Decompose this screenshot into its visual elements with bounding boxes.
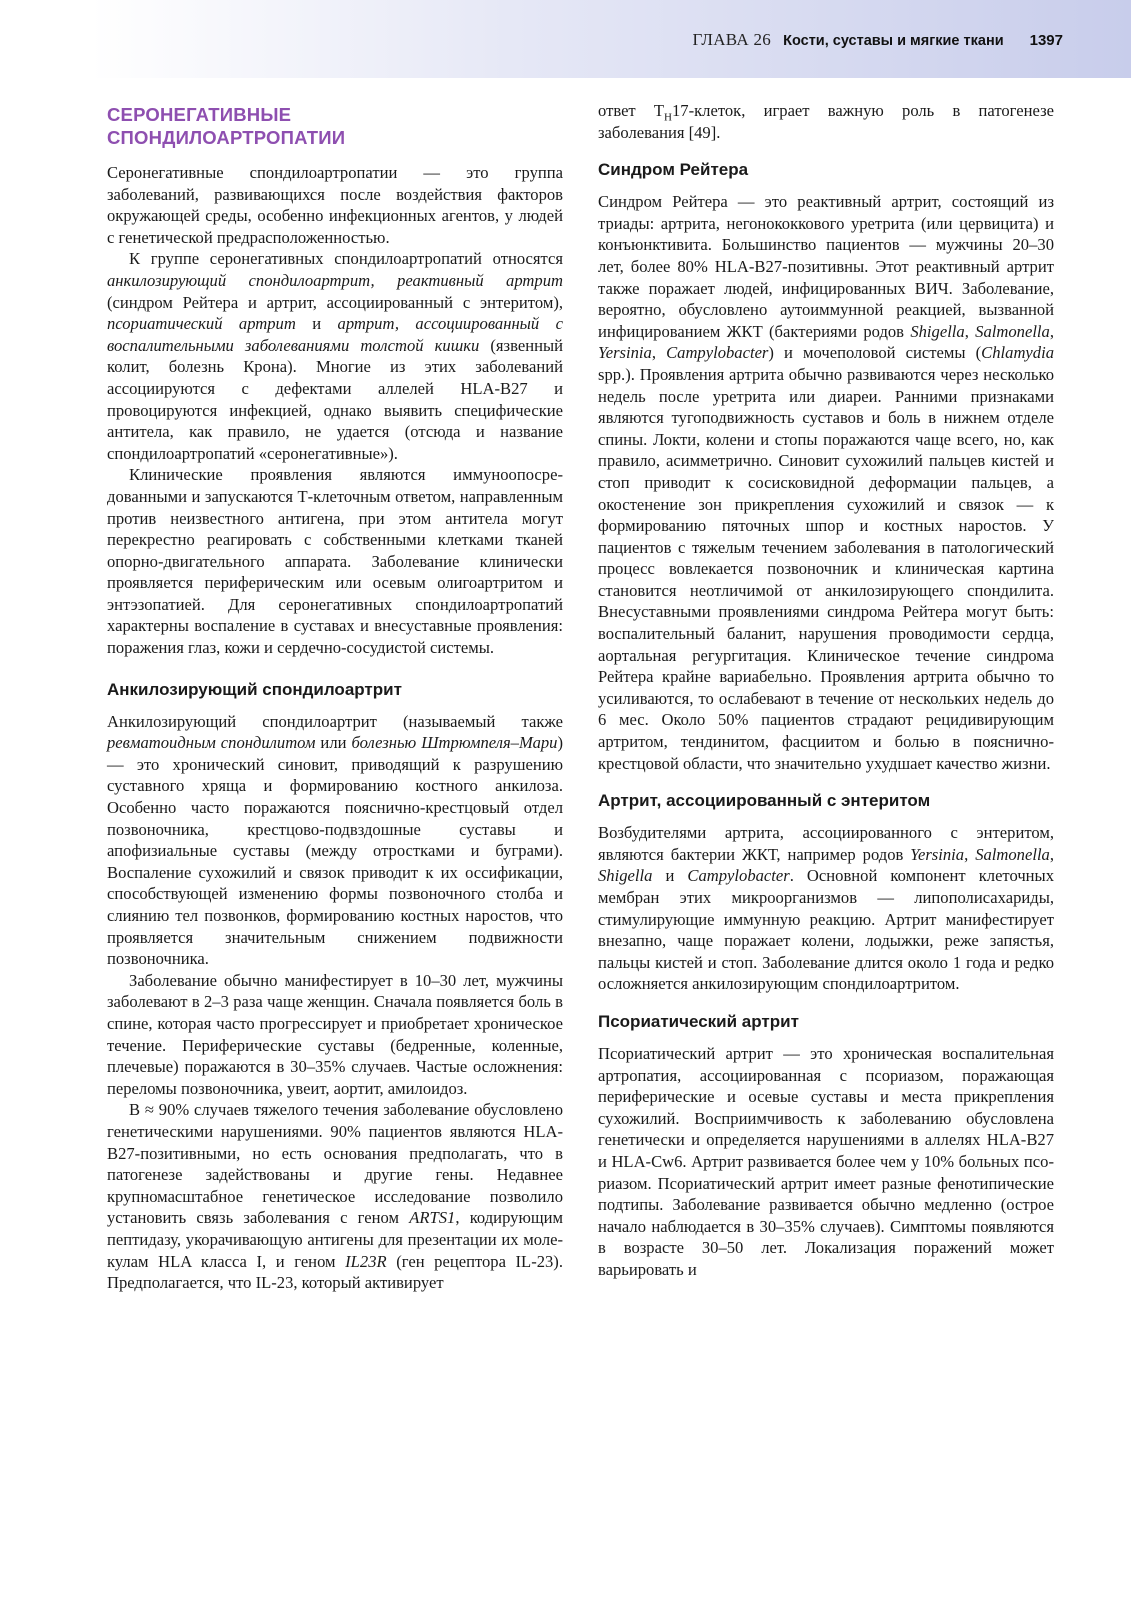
chapter-label: ГЛАВА 26 xyxy=(692,30,772,49)
section-title-line1: СЕРОНЕГАТИВНЫЕ xyxy=(107,104,292,125)
right-column xyxy=(598,100,1054,1281)
paragraph: В ≈ 90% случаев тяжелого течения заболевание обусловлено генетическими нарушениями. 90% пациентов являются HLA-B27-позитивными, но есть основания предполагать, что в патогенезе задействованы и другие гены. Недавнее крупномасштабное генетическое исследование позволило установить связь заболевания с геном ARTS1, кодирующим пептидазу, укорачивающую антигены для презентации их молекулам HLA класса I, и геном IL23R (ген рецептора IL-23). Предполагается, что IL-23, который активирует xyxy=(107,1100,563,1293)
paragraph: Анкилозирующий спондилоартрит (называемый также ревматоидным спондилитом или болезнью Штрюмпеля–Мари) — это хронический синовит, приводящий к разрушению суставного хряща и формированию костного анкилоза. Особенно часто поражаются пояснично-крестцовый отдел позвоночника, крестцово-подвздошные суставы и апофизиальные суставы (между отростками и буграми). Воспаление сухожилий и связок приводит к их оссификации, способствующей изменению формы позвоночного столба и слиянию тел позвонков, формированию костных наростов, что проявляется значительным снижением подвижности позвоночника. xyxy=(107,711,563,969)
paragraph: Серонегативные спондилоартропатии — это группа заболеваний, развивающихся после воздействия факторов окружающей среды, особенно инфекционных агентов, у людей с генетической предрасположенностью. xyxy=(107,163,563,247)
section-title-line2: СПОНДИЛОАРТРОПАТИИ xyxy=(107,127,346,148)
page-number: 1397 xyxy=(1029,32,1063,49)
paragraph: Заболевание обычно манифестирует в 10–30 лет, мужчины заболевают в 2–3 раза чаще женщин. Сначала появляется боль в спине, которая часто прогрессирует и приобретает хроническое течение. Периферические суставы (бедренные, коленные, плечевые) поражаются в 30–35% случаев. Частые осложнения: переломы позвоночника, увеит, аортит, амилоидоз. xyxy=(107,970,563,1098)
subheading-enteritis-arthritis: Артрит, ассоциированный с энтеритом xyxy=(598,791,931,811)
paragraph: Клинические проявления являются иммуноопосредованными и запускаются Т-клеточным ответом, направленным против неизвестного антигена, при этом антитела могут перекрестно реагировать с собственными клетками тканей опорно-двигательного аппарата. Заболевание клинически проявляется периферическим или осевым олигоартритом и энтэзопатией. Для серонегативных спондилоартропатий характерны воспаление в суставах и внесуставные проявления: поражения глаз, кожи и сердечно-сосудистой системы. xyxy=(107,465,563,658)
running-head xyxy=(693,30,1063,50)
subheading-reiter-syndrome: Синдром Рейтера xyxy=(598,160,749,180)
section-title xyxy=(107,103,563,149)
paragraph: Возбудителями артрита, ассоциированного с энтеритом, являются бактерии ЖКТ, например родов Yersinia, Salmonella, Shigella и Campylobacter. Основной компонент клеточных мембран этих микроорганизмов — липополисахариды, стимулирующие иммунную реакцию. Артрит манифестирует внезапно, чаще поражает колени, лодыжки, реже запястья, пальцы кистей и стоп. Заболевание длится около 1 года и редко осложняется анкилозирующим спондилоартритом. xyxy=(598,823,1055,994)
subheading-psoriatic-arthritis: Псориатический артрит xyxy=(598,1011,799,1031)
paragraph: Псориатический артрит — это хроническая воспалительная артропатия, ассоциированная с псориазом, поражающая периферические и осевые суставы и места прикрепления сухожилий. Восприимчивость к заболеванию обусловлена генетически и определяется нарушениями в аллелях HLA-B27 и HLA-Cw6. Артрит развивается более чем у 10% больных псориазом. Псориатический артрит имеет разные фенотипические подтипы. Заболевание развивается обычно медленно (острое начало наблюдается в 30–35% случаев). Симптомы появляются в возрасте 30–50 лет. Локализация поражений может варьировать и xyxy=(598,1043,1054,1279)
paragraph: К группе серонегативных спондилоартропатий относятся анкилозирующий спондилоартрит, реактивный артрит (синдром Рейтера и артрит, ассоциированный с энтеритом), псориатический артрит и артрит, ассоциированный с воспалительными заболеваниями толстой кишки (язвенный колит, болезнь Крона). Многие из этих заболеваний ассоциируются с дефектами аллелей HLA-B27 и провоцируются инфекцией, однако выявить специфические антитела, как правило, не удается (отсюда и название спондилоартропатий «серонегативные»). xyxy=(107,249,564,463)
subheading-ankylosing-spondylitis: Анкилозирующий спондилоартрит xyxy=(107,679,402,699)
paragraph: ответ $T_H17$-клеток, играет важную роль в патогенезе заболевания [49]. xyxy=(598,101,1054,142)
chapter-title: Кости, суставы и мягкие ткани xyxy=(783,33,1004,49)
paragraph: Синдром Рейтера — это реактивный артрит, состоящий из триады: артрита, негонококкового уретрита (или цервицита) и конъюнктивита. Большинство пациентов — мужчины 20–30 лет, более 80% HLA-B27-позитивны. Этот реактивный артрит также поражает людей, инфицированных ВИЧ. Заболевание, вероятно, обусловлено аутоиммунной реакцией, вызванной инфицированием ЖКТ (бактериями родов Shigella, Salmonella, Yersinia, Campylobacter) и мочеполовой системы (Chlamydia spp.). Проявления артрита обычно развиваются через несколько недель после уретрита или диареи. Ранними признаками являются тугоподвижность суставов и боль в нижнем отделе спины. Локти, колени и стопы поражаются чаще всего, но, как правило, асимметрично. Синовит сухожилий пальцев кистей и стоп приводит к сосисковидной деформации пальцев, а окостенение зон прикрепления сухожилий и связок — к формированию пяточных шпор и костных наростов. У пациентов с тяжелым течением заболевания в патологический процесс вовлекается позвоночник и клиническая картина становится неотличимой от анкилозирующего спондилита. Внесуставными проявлениями синдрома Рейтера могут быть: воспалительный баланит, нарушения проводимости сердца, аортальная регургитация. Клиническое течение синдрома Рейтера крайне вариабельно. Проявления артрита обычно то усиливаются, то ослабевают в течение от нескольких недель до 6 мес. Около 50% пациентов страдают рецидивирующим артритом, тендинитом, фасциитом и болью в пояснично-крестцовой области, что значительно ухудшает качество жизни. xyxy=(598,192,1054,773)
left-column xyxy=(107,100,563,1294)
